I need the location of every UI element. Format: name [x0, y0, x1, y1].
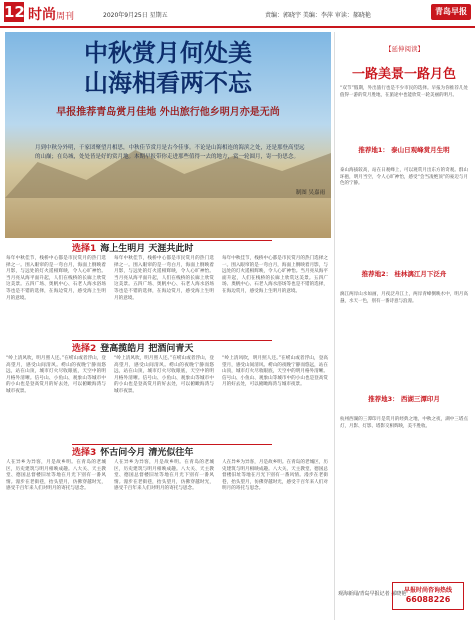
- body3-col3: 人在异乡为异客，月是故乡明。在青岛的老城区，历史建筑与明月相映成趣。八大关、天主教堂、德国总督楼旧址等地在月光下别有一番风情。漫步在老街巷，抬头望月，仿佛穿越时光，感受千百年来人们对明月的寄托与思念。: [222, 460, 328, 492]
- photo-credit: 制图 吴嘉雨: [295, 190, 325, 196]
- body3-col2: 人在异乡为异客，月是故乡明。在青岛的老城区，历史建筑与明月相映成趣。八大关、天主教堂、德国总督楼旧址等地在月光下别有一番风情。漫步在老街巷，抬头望月，仿佛穿越时光，感受千百年来人们对明月的寄托与思念。: [114, 460, 214, 492]
- section-title: 时尚: [28, 7, 56, 23]
- hero-title: [5, 38, 331, 98]
- hero-intro: 月到中秋分外明，千家团聚望月相思，中秋佳节赏月是古今佳事。不论是山海相连的海滨之处，还是那登高望远的山巅；在岛城，处处皆是好的赏月地。本期早报带你走进那些值得一去的地方，赏一轮圆月，寄一份思念。: [35, 145, 305, 160]
- section-subtitle: 周刊: [56, 12, 75, 22]
- reporter-credit: 观海新闻/青岛早报记者 郝晓艳: [338, 591, 407, 597]
- hotline-number: 66088226: [405, 595, 451, 604]
- page-number: 12: [4, 3, 25, 21]
- recommend1-text: 泰山海拔较高，站在日观峰上，可以观赏月出东方的奇观。群山环抱，明月当空，令人心旷神怡，感受“会当凌绝顶”的豪迈与月色的宁静。: [340, 168, 468, 186]
- sidebar-intro: “双节”假期，外出旅行也是不少市民的选择。早报为你推荐几处值得一游的赏月胜地，在旅途中也能欣赏一轮美丽的明月。: [340, 86, 468, 98]
- dateline: 2020年9月25日 星期五: [103, 12, 168, 19]
- section3-heading: [72, 444, 272, 457]
- sidebar-title: 一路美景一路月色: [351, 67, 456, 82]
- body2-col3: “岭上清风吹，明月照人还。”在崂山或者浮山，登高望月，感受山间清风。崂山的夜晚宁静而悠远，站在山顶，城市灯火尽收眼底，天空中的明月格外清晰。信号山、小鱼山、观象山等城市中的小山也是登高赏月的好去处，可以俯瞰海湾与城市夜景。: [222, 356, 328, 388]
- hotline-box: [392, 582, 464, 610]
- section2-label: 选择2: [72, 344, 97, 354]
- body-col1: 每年中秋佳节，栈桥中心都是市民赏月的热门选择之一。围入眼帘的是一弯白月，海面上倒映着月影，与远处的灯火遥相辉映，令人心旷神怡。当月亮从海平面升起，人们在栈桥的长廊上欣赏这美景。五四广场、奥帆中心、石老人海水浴场等也是不错的选择，在海边赏月，感受海上生明月的意境。: [6, 256, 106, 301]
- hero-subtitle: 早报推荐青岛赏月佳地 外出旅行他乡明月亦是无尚: [56, 107, 280, 118]
- recommend3-title: 推荐地3： 西湖三潭印月: [368, 395, 440, 403]
- body-col2: 每年中秋佳节，栈桥中心都是市民赏月的热门选择之一。围入眼帘的是一弯白月，海面上倒映着月影，与远处的灯火遥相辉映，令人心旷神怡。当月亮从海平面升起，人们在栈桥的长廊上欣赏这美景。五四广场、奥帆中心、石老人海水浴场等也是不错的选择，在海边赏月，感受海上生明月的意境。: [114, 256, 214, 301]
- section2-heading: [72, 340, 272, 353]
- recommend2-title: 推荐地2： 桂林漓江月下泛舟: [361, 270, 447, 278]
- section1-label: 选择1: [72, 244, 97, 254]
- body2-col1: “岭上清风吹，明月照人还。”在崂山或者浮山，登高望月，感受山间清风。崂山的夜晚宁静而悠远，站在山顶，城市灯火尽收眼底，天空中的明月格外清晰。信号山、小鱼山、观象山等城市中的小山也是登高赏月的好去处，可以俯瞰海湾与城市夜景。: [6, 356, 106, 394]
- section-name: [28, 4, 74, 24]
- section3-title: 怀古问今月 清光似往年: [100, 448, 194, 458]
- editors-line: 责编：郭晓宇 美编：李萍 审读：郝晓艳: [265, 12, 371, 19]
- hero-title-line2: 山海相看两不忘: [84, 68, 252, 97]
- body-col3: 每年中秋佳节，栈桥中心都是市民赏月的热门选择之一。围入眼帘的是一弯白月，海面上倒映着月影，与远处的灯火遥相辉映，令人心旷神怡。当月亮从海平面升起，人们在栈桥的长廊上欣赏这美景。五四广场、奥帆中心、石老人海水浴场等也是不错的选择，在海边赏月，感受海上生明月的意境。: [222, 256, 328, 294]
- body2-col2: “岭上清风吹，明月照人还。”在崂山或者浮山，登高望月，感受山间清风。崂山的夜晚宁静而悠远，站在山顶，城市灯火尽收眼底，天空中的明月格外清晰。信号山、小鱼山、观象山等城市中的小山也是登高赏月的好去处，可以俯瞰海湾与城市夜景。: [114, 356, 214, 394]
- hero-title-line1: 中秋赏月何处美: [84, 38, 252, 67]
- section2-title: 登高揽皓月 把酒问青天: [100, 344, 194, 354]
- column-divider: [334, 32, 335, 620]
- extended-reading-tag: 【延伸阅读】: [385, 45, 424, 53]
- hero-banner: [5, 32, 331, 238]
- recommend1-title: 推荐地1： 泰山日观峰赏月生明: [358, 146, 450, 154]
- recommend2-text: 漓江两岸山水如画，月夜泛舟江上，两岸青峰倒映水中，明月高悬，水天一色，别有一番诗意与浪漫。: [340, 292, 468, 304]
- body3-col1: 人在异乡为异客，月是故乡明。在青岛的老城区，历史建筑与明月相映成趣。八大关、天主教堂、德国总督楼旧址等地在月光下别有一番风情。漫步在老街巷，抬头望月，仿佛穿越时光，感受千百年来人们对明月的寄托与思念。: [6, 460, 106, 492]
- newspaper-logo: 青岛早报: [431, 4, 471, 20]
- section3-label: 选择3: [72, 448, 97, 458]
- hotline-title: 早报时尚咨询热线: [403, 587, 452, 594]
- page-header: [0, 0, 475, 28]
- section1-title: 海上生明月 天涯共此时: [100, 244, 194, 254]
- recommend3-text: 杭州西湖的三潭印月是赏月的经典之地，中秋之夜，湖中三塔点灯，月影、灯影、塔影交相辉映，美不胜收。: [340, 417, 468, 429]
- section1-heading: [72, 240, 272, 253]
